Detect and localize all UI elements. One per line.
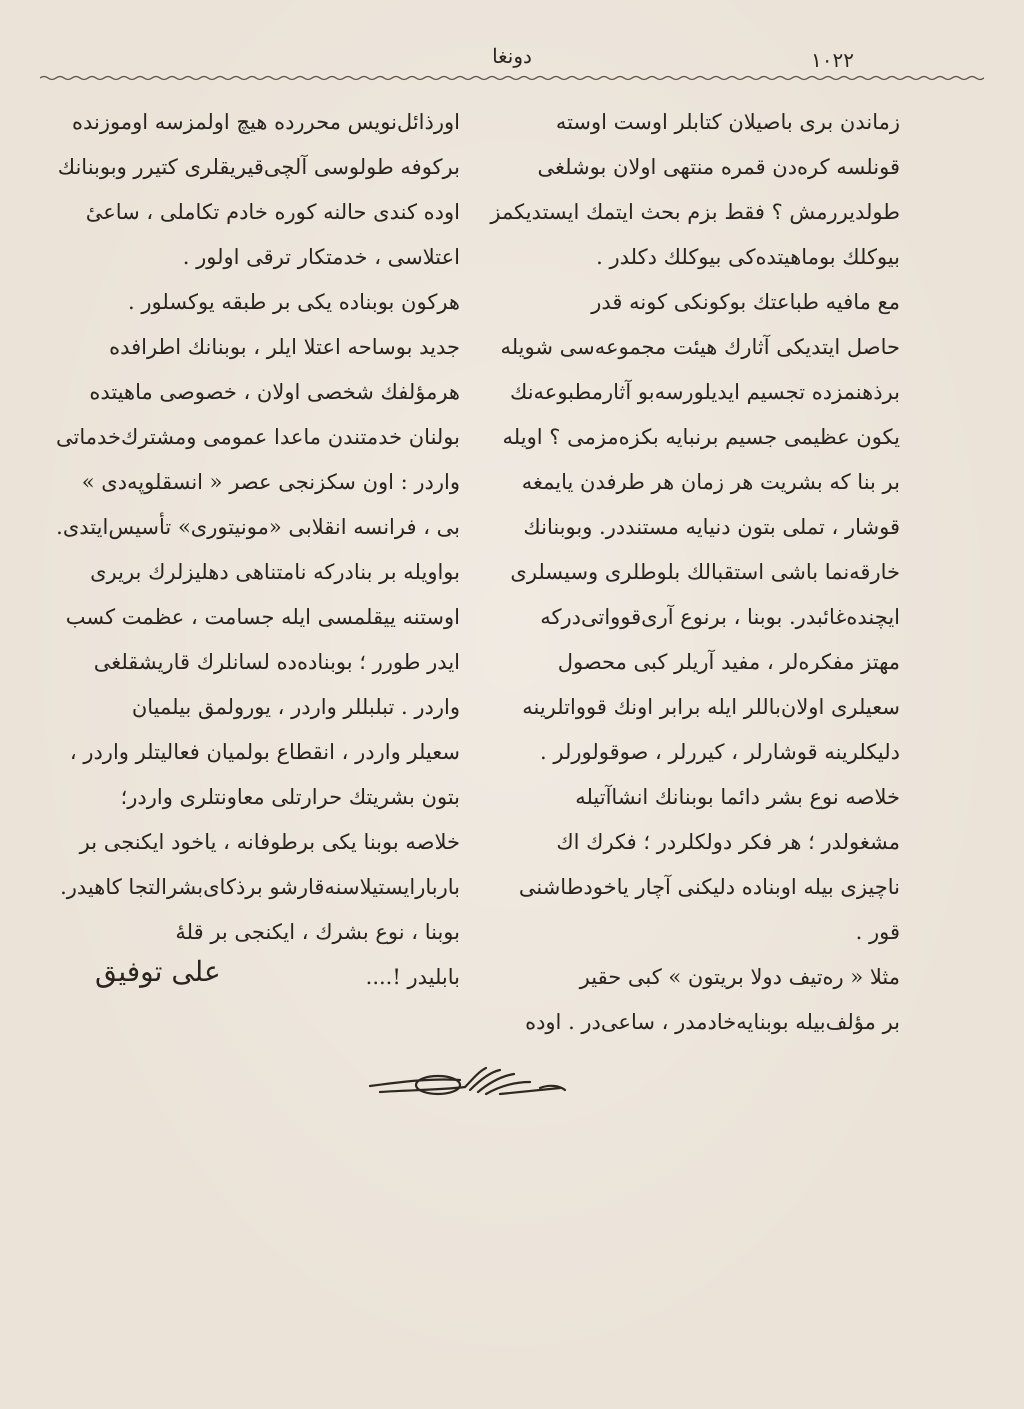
text-line: اعتلاسی ، خدمتکار ترقی اولور . <box>182 245 460 269</box>
text-line: قوشار ، تملی بتون دنیایه مستنددر. وبوبنانك <box>523 515 900 539</box>
text-line: یکون عظیمی جسیم برنبایه بکزه‌مزمی ؟ اویله <box>502 425 900 449</box>
text-line: خلاصه نوع بشر دائما بوبنانك انشاآتیله <box>575 785 900 809</box>
decorative-flourish-icon <box>360 1060 590 1110</box>
right-column <box>480 100 900 1045</box>
text-line: جدید بوساحه اعتلا ایلر ، بوبنانك اطرافده <box>109 335 460 359</box>
page-number: ١٠٢٢ <box>811 48 854 72</box>
text-line: بر بنا كه بشریت هر زمان هر طرفدن یایمغه <box>521 470 900 494</box>
text-line: بر مؤلف‌بیله بوبنایه‌خادمدر ، ساعی‌در . اوده <box>525 1010 900 1034</box>
text-line: بابلیدر !.... <box>365 965 460 989</box>
text-line: هرمؤلفك شخصی اولان ، خصوصی ماهیتده <box>89 380 460 404</box>
text-line: ایچنده‌غائبدر. بوبنا ، برنوع آری‌قوواتی‌درکه <box>540 605 900 629</box>
text-line: باربارایستیلاسنه‌قارشو برذکای‌بشرالتجا کاهیدر. <box>60 875 460 899</box>
text-line: مع مافیه طباعتك بوكونكی کونه قدر <box>591 290 900 314</box>
text-line: بولنان خدمتندن ماعدا عمومی ومشترك‌خدماتی <box>56 425 460 449</box>
text-line: هرکون بوبناده یکی بر طبقه یوکسلور . <box>128 290 460 314</box>
text-line: خارقه‌نما باشی استقبالك بلوطلری وسیسلری <box>510 560 900 584</box>
text-line: بی ، فرانسه انقلابی «مونیتوری» تأسیس‌ایتدی. <box>56 515 460 539</box>
left-column <box>40 100 460 1000</box>
text-line: مهتز مفکره‌لر ، مفید آریلر کبی محصول <box>557 650 900 674</box>
text-line: واردر . تبلبللر واردر ، یورولمق بیلمیان <box>131 695 460 719</box>
text-line: اوستنه ییقلمسی ایله جسامت ، عظمت کسب <box>65 605 460 629</box>
text-line: مثلا « ره‌تیف دولا بریتون » کبی حقیر <box>579 965 900 989</box>
text-line: بواویله بر بنادرکه نامتناهی دهلیزلرك بریری <box>90 560 460 584</box>
author-signature: علی توفیق <box>95 955 221 988</box>
text-line: ایدر طورر ؛ بوبناده‌ده لسانلرك قاریشقلغی <box>93 650 460 674</box>
text-line: قونلسه کره‌دن قمره منتهی اولان بوشلغی <box>537 155 900 179</box>
text-line: اورذائل‌نویس محررده هیچ اولمزسه اوموزنده <box>72 110 460 134</box>
text-line: بوبنا ، نوع بشرك ، ایکنجی بر قله‌ٔ <box>175 920 460 944</box>
text-line: زماندن بری باصیلان کتابلر اوست اوسته <box>555 110 900 134</box>
text-line: برکوفه طولوسی آلچی‌قیریقلری کتیرر وبوبنانك <box>57 155 460 179</box>
text-line: واردر : اون سکزنجی عصر « انسقلوپه‌دی » <box>81 470 460 494</box>
running-title: دونغا <box>492 44 532 68</box>
text-line: سعیلر واردر ، انقطاع بولمیان فعالیتلر واردر ، <box>69 740 460 764</box>
text-line: بیوكلك بوماهیتده‌كی بیوكلك دكلدر . <box>596 245 900 269</box>
text-line: حاصل ایتدیکی آثارك هیئت مجموعه‌سی شویله <box>500 335 900 359</box>
text-line: اوده کندی حالنه کوره خادم تکاملی ، ساعیٔ <box>85 200 460 224</box>
header-wavy-rule <box>40 70 984 86</box>
text-line: مشغولدر ؛ هر فکر دولکلردر ؛ فکرك اك <box>556 830 900 854</box>
text-line: سعیلری اولان‌باللر ایله برابر اونك قوواتلرینه <box>522 695 900 719</box>
text-line: قور . <box>855 920 900 944</box>
text-line: برذهنمزده تجسیم ایدیلورسه‌بو آثارمطبوعه‌نك <box>510 380 900 404</box>
text-line: طولدیررمش ؟ فقط بزم بحث ایتمك ایستدیکمز <box>490 200 900 224</box>
text-line: دلیکلرینه قوشارلر ، کیررلر ، صوقولورلر . <box>540 740 900 764</box>
text-line: بتون بشریتك حرارتلی معاونتلری واردر؛ <box>120 785 460 809</box>
text-line: ناچیزی بیله اوبناده دلیکنی آچار یاخودطاشنی <box>518 875 900 899</box>
text-line: خلاصه بوبنا یکی برطوفانه ، یاخود ایکنجی بر <box>79 830 460 854</box>
